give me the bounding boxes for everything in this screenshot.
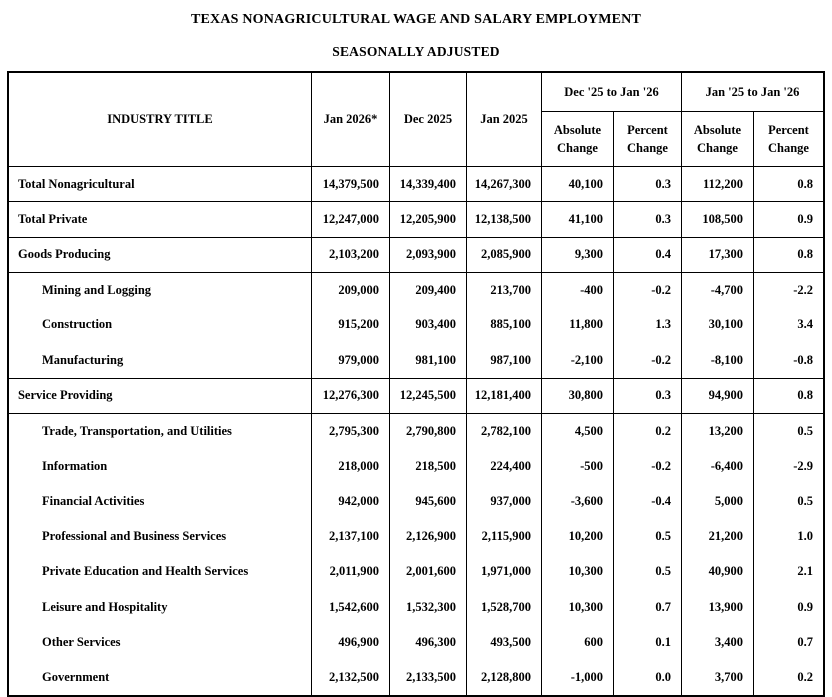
subcol-header-percent-change-mom: Percent Change (613, 111, 681, 166)
row-label: Trade, Transportation, and Utilities (9, 413, 311, 448)
col-header-jan-2025: Jan 2025 (466, 73, 541, 166)
row-label: Construction (41, 317, 113, 332)
value-percent-change-yoy: 1.0 (753, 519, 823, 554)
value-absolute-change-yoy: -8,100 (681, 342, 753, 377)
value-absolute-change-yoy: 3,700 (681, 660, 753, 695)
value-absolute-change-yoy: 30,100 (681, 307, 753, 342)
value-jan-2026: 942,000 (311, 484, 389, 519)
value-jan-2026: 218,000 (311, 448, 389, 483)
row-label: Total Private (9, 201, 311, 236)
value-jan-2026: 2,137,100 (311, 519, 389, 554)
row-label: Mining and Logging (9, 272, 311, 307)
value-dec-2025: 12,245,500 (389, 378, 466, 413)
table-row (9, 590, 823, 625)
value-absolute-change-yoy: 13,900 (681, 590, 753, 625)
value-jan-2026: 2,132,500 (311, 660, 389, 695)
value-percent-change-yoy: 0.7 (753, 625, 823, 660)
value-absolute-change-mom: 10,300 (541, 590, 613, 625)
value-percent-change-yoy: -0.8 (753, 342, 823, 377)
value-jan-2026: 209,000 (311, 272, 389, 307)
value-percent-change-yoy: 2.1 (753, 554, 823, 589)
row-label: Professional and Business Services (41, 529, 227, 544)
value-absolute-change-mom: 30,800 (541, 378, 613, 413)
value-percent-change-yoy: 0.2 (753, 660, 823, 695)
table-header (9, 73, 823, 166)
value-absolute-change-mom: 10,200 (541, 519, 613, 554)
value-percent-change-mom: -0.4 (613, 484, 681, 519)
table-row (9, 307, 823, 342)
value-absolute-change-mom: 40,100 (541, 166, 613, 201)
value-absolute-change-yoy: 3,400 (681, 625, 753, 660)
row-label: Financial Activities (41, 493, 145, 508)
value-jan-2025: 213,700 (466, 272, 541, 307)
value-absolute-change-mom: -500 (541, 448, 613, 483)
value-percent-change-yoy: -2.9 (753, 448, 823, 483)
value-jan-2026: 915,200 (311, 307, 389, 342)
value-percent-change-yoy: 3.4 (753, 307, 823, 342)
industry-title-header: INDUSTRY TITLE (107, 112, 213, 126)
value-absolute-change-yoy: 108,500 (681, 201, 753, 236)
value-absolute-change-yoy: 17,300 (681, 237, 753, 272)
table-row (9, 201, 823, 236)
row-label: Service Providing (9, 378, 311, 413)
value-jan-2025: 493,500 (466, 625, 541, 660)
value-percent-change-yoy: 0.5 (753, 484, 823, 519)
value-absolute-change-mom: 600 (541, 625, 613, 660)
subcol-header-percent-change-yoy: Percent Change (753, 111, 823, 166)
value-dec-2025: 1,532,300 (389, 590, 466, 625)
value-dec-2025: 2,126,900 (389, 519, 466, 554)
document-header (0, 0, 832, 60)
value-jan-2025: 1,528,700 (466, 590, 541, 625)
value-percent-change-mom: 0.3 (613, 166, 681, 201)
row-label: Government (41, 670, 110, 685)
value-percent-change-mom: 0.5 (613, 519, 681, 554)
table-row (9, 554, 823, 589)
value-jan-2025: 987,100 (466, 342, 541, 377)
value-jan-2025: 2,128,800 (466, 660, 541, 695)
value-absolute-change-yoy: 112,200 (681, 166, 753, 201)
value-jan-2025: 1,971,000 (466, 554, 541, 589)
table-row (9, 237, 823, 272)
value-absolute-change-mom: 11,800 (541, 307, 613, 342)
employment-table (7, 71, 825, 697)
value-percent-change-yoy: 0.8 (753, 237, 823, 272)
value-dec-2025: 2,093,900 (389, 237, 466, 272)
value-jan-2025: 2,782,100 (466, 413, 541, 448)
col-header-jan-2026: Jan 2026* (311, 73, 389, 166)
value-percent-change-yoy: 0.8 (753, 378, 823, 413)
value-percent-change-yoy: 0.8 (753, 166, 823, 201)
value-absolute-change-mom: -3,600 (541, 484, 613, 519)
value-percent-change-yoy: 0.5 (753, 413, 823, 448)
table-row (9, 660, 823, 695)
value-jan-2026: 2,011,900 (311, 554, 389, 589)
value-percent-change-mom: 0.3 (613, 201, 681, 236)
value-jan-2025: 937,000 (466, 484, 541, 519)
group-header-jan25-to-jan26: Jan '25 to Jan '26 (681, 73, 823, 111)
value-dec-2025: 2,001,600 (389, 554, 466, 589)
value-percent-change-mom: 0.2 (613, 413, 681, 448)
value-jan-2026: 2,103,200 (311, 237, 389, 272)
value-absolute-change-mom: 10,300 (541, 554, 613, 589)
table-row (9, 625, 823, 660)
value-dec-2025: 209,400 (389, 272, 466, 307)
value-absolute-change-mom: 4,500 (541, 413, 613, 448)
table-row (9, 484, 823, 519)
value-jan-2025: 224,400 (466, 448, 541, 483)
row-label: Manufacturing (41, 352, 124, 367)
page-title: TEXAS NONAGRICULTURAL WAGE AND SALARY EMPLOYMENT (190, 12, 642, 27)
value-jan-2026: 12,247,000 (311, 201, 389, 236)
value-absolute-change-yoy: 40,900 (681, 554, 753, 589)
value-percent-change-mom: 1.3 (613, 307, 681, 342)
value-absolute-change-yoy: -4,700 (681, 272, 753, 307)
table-row (9, 378, 823, 413)
value-percent-change-yoy: -2.2 (753, 272, 823, 307)
value-percent-change-mom: 0.5 (613, 554, 681, 589)
value-percent-change-mom: -0.2 (613, 272, 681, 307)
row-label: Total Nonagricultural (9, 166, 311, 201)
value-jan-2025: 2,085,900 (466, 237, 541, 272)
value-dec-2025: 218,500 (389, 448, 466, 483)
row-label: Other Services (41, 635, 121, 649)
value-absolute-change-mom: -1,000 (541, 660, 613, 695)
table-row (9, 413, 823, 448)
value-percent-change-mom: -0.2 (613, 448, 681, 483)
table-row (9, 272, 823, 307)
value-jan-2026: 14,379,500 (311, 166, 389, 201)
value-dec-2025: 945,600 (389, 484, 466, 519)
value-percent-change-yoy: 0.9 (753, 590, 823, 625)
value-dec-2025: 14,339,400 (389, 166, 466, 201)
value-dec-2025: 903,400 (389, 307, 466, 342)
value-percent-change-yoy: 0.9 (753, 201, 823, 236)
value-dec-2025: 981,100 (389, 342, 466, 377)
value-absolute-change-yoy: 21,200 (681, 519, 753, 554)
value-jan-2026: 12,276,300 (311, 378, 389, 413)
value-jan-2025: 12,138,500 (466, 201, 541, 236)
value-dec-2025: 496,300 (389, 625, 466, 660)
row-label: Leisure and Hospitality (41, 599, 168, 614)
value-dec-2025: 2,790,800 (389, 413, 466, 448)
value-percent-change-mom: -0.2 (613, 342, 681, 377)
value-percent-change-mom: 0.7 (613, 590, 681, 625)
row-label: Goods Producing (9, 237, 311, 272)
value-percent-change-mom: 0.3 (613, 378, 681, 413)
value-dec-2025: 2,133,500 (389, 660, 466, 695)
value-jan-2025: 14,267,300 (466, 166, 541, 201)
group-header-dec25-to-jan26: Dec '25 to Jan '26 (541, 73, 681, 111)
col-header-dec-2025: Dec 2025 (389, 73, 466, 166)
page-subtitle: SEASONALLY ADJUSTED (332, 44, 500, 59)
value-absolute-change-yoy: 13,200 (681, 413, 753, 448)
table-row (9, 448, 823, 483)
value-absolute-change-mom: -2,100 (541, 342, 613, 377)
value-jan-2026: 2,795,300 (311, 413, 389, 448)
value-absolute-change-yoy: 5,000 (681, 484, 753, 519)
value-jan-2025: 885,100 (466, 307, 541, 342)
row-label: Information (41, 458, 108, 473)
value-absolute-change-yoy: -6,400 (681, 448, 753, 483)
row-label: Private Education and Health Services (41, 564, 249, 579)
value-percent-change-mom: 0.0 (613, 660, 681, 695)
subcol-header-absolute-change-yoy: Absolute Change (681, 111, 753, 166)
value-absolute-change-mom: 41,100 (541, 201, 613, 236)
value-dec-2025: 12,205,900 (389, 201, 466, 236)
table-row (9, 519, 823, 554)
table-body (9, 166, 823, 695)
value-jan-2025: 12,181,400 (466, 378, 541, 413)
value-absolute-change-mom: 9,300 (541, 237, 613, 272)
value-absolute-change-yoy: 94,900 (681, 378, 753, 413)
value-jan-2026: 979,000 (311, 342, 389, 377)
value-absolute-change-mom: -400 (541, 272, 613, 307)
value-percent-change-mom: 0.4 (613, 237, 681, 272)
table-row (9, 166, 823, 201)
value-jan-2026: 1,542,600 (311, 590, 389, 625)
table-row (9, 342, 823, 377)
value-percent-change-mom: 0.1 (613, 625, 681, 660)
value-jan-2025: 2,115,900 (466, 519, 541, 554)
value-jan-2026: 496,900 (311, 625, 389, 660)
subcol-header-absolute-change-mom: Absolute Change (541, 111, 613, 166)
header-row-groups (9, 73, 823, 111)
